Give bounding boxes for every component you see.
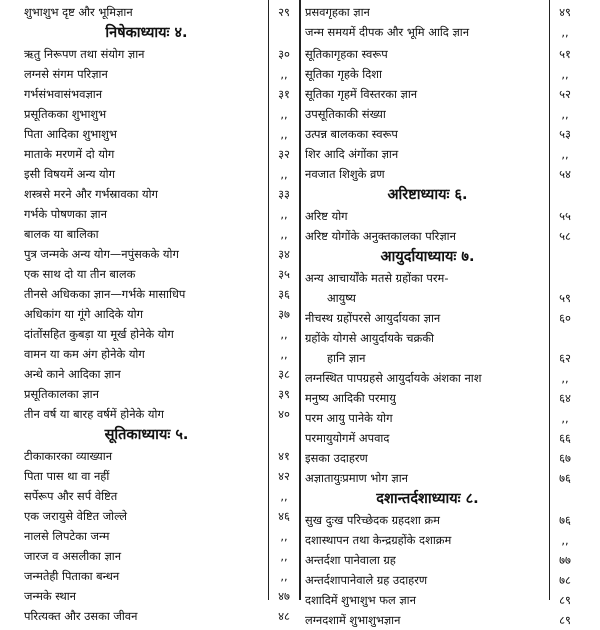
entry-page-number: ३६ bbox=[278, 287, 290, 301]
index-entry bbox=[20, 44, 299, 64]
entry-page-number: ४० bbox=[278, 407, 290, 421]
index-entry bbox=[301, 530, 580, 550]
entry-page-number: ,, bbox=[280, 347, 288, 361]
page-number-divider bbox=[268, 0, 270, 600]
index-entry bbox=[301, 550, 580, 570]
entry-page-number: ,, bbox=[280, 107, 288, 121]
entry-page-number: २९ bbox=[278, 5, 290, 19]
entry-title: एक साथ दो या तीन बालक bbox=[24, 267, 136, 281]
index-entry bbox=[301, 124, 580, 144]
entry-page-number: ,, bbox=[561, 371, 569, 385]
index-entry bbox=[301, 2, 580, 22]
entry-title: तीन वर्ष या बारह वर्षमें होनेके योग bbox=[24, 407, 164, 421]
entry-title: उत्पन्न बालकका स्वरूप bbox=[305, 127, 398, 141]
index-entry bbox=[20, 244, 299, 264]
page-number-divider bbox=[549, 0, 551, 600]
entry-title: दशास्थापन तथा केन्द्रग्रहोंके दशाक्रम bbox=[305, 533, 452, 547]
index-entry bbox=[20, 446, 299, 466]
index-entry bbox=[20, 324, 299, 344]
entry-page-number: ५४ bbox=[559, 167, 571, 181]
index-entry bbox=[301, 206, 580, 226]
index-entry bbox=[20, 606, 299, 626]
entry-title: पिता पास था वा नहीं bbox=[24, 469, 110, 483]
entry-page-number: ७६ bbox=[559, 513, 571, 527]
entry-page-number: ५५ bbox=[559, 209, 571, 223]
entry-title: जारज व असलीका ज्ञान bbox=[24, 549, 122, 563]
section-heading-text: आयुर्दायाध्यायः ७. bbox=[380, 249, 475, 265]
entry-page-number: ७७ bbox=[559, 553, 571, 567]
section-heading bbox=[301, 246, 580, 268]
index-entry bbox=[20, 144, 299, 164]
entry-title: सूतिका गृहमें विस्तरका ज्ञान bbox=[305, 87, 418, 101]
entry-page-number: ५२ bbox=[559, 87, 571, 101]
entry-page-number: ५१ bbox=[559, 47, 571, 61]
index-entry bbox=[301, 328, 580, 348]
entry-page-number: ८९ bbox=[559, 593, 571, 607]
entry-page-number: ३९ bbox=[278, 387, 290, 401]
entry-title: प्रसवगृहका ज्ञान bbox=[305, 5, 370, 19]
index-entry bbox=[20, 506, 299, 526]
index-entry bbox=[20, 526, 299, 546]
entry-title: तीनसे अधिकका ज्ञान—गर्भके मासाधिप bbox=[24, 287, 186, 301]
index-entry bbox=[301, 368, 580, 388]
index-entry bbox=[20, 344, 299, 364]
index-entry bbox=[20, 104, 299, 124]
section-heading-text: दशान्तर्दशाध्यायः ८. bbox=[376, 491, 479, 507]
entry-page-number: ७८ bbox=[559, 573, 571, 587]
index-entry bbox=[20, 184, 299, 204]
section-heading-text: सूतिकाध्यायः ५. bbox=[104, 427, 189, 443]
entry-title: एक जरायुसे वेष्टित जोल्ले bbox=[24, 509, 127, 523]
entry-page-number: ,, bbox=[280, 127, 288, 141]
entry-title: आयुष्य bbox=[327, 291, 356, 305]
section-heading bbox=[301, 184, 580, 206]
index-entry bbox=[301, 448, 580, 468]
entry-page-number: ,, bbox=[280, 227, 288, 241]
entry-title: नीचस्थ ग्रहोंपरसे आयुर्दायका ज्ञान bbox=[305, 311, 441, 325]
section-heading bbox=[301, 488, 580, 510]
entry-title: पिता आदिका शुभाशुभ bbox=[24, 127, 117, 141]
section-heading-text: निषेकाध्यायः ४. bbox=[105, 25, 188, 41]
entry-page-number: ४१ bbox=[278, 449, 290, 463]
entry-title: दांतोंसहित कुबड़ा या मूर्ख होनेके योग bbox=[24, 327, 174, 341]
entry-page-number: ३० bbox=[278, 47, 290, 61]
entry-title: सूतिकागृहका स्वरूप bbox=[305, 47, 388, 61]
entry-page-number: ४६ bbox=[278, 509, 290, 523]
index-entry bbox=[301, 22, 580, 42]
index-entry bbox=[301, 610, 580, 630]
index-entry bbox=[20, 204, 299, 224]
index-entry bbox=[301, 388, 580, 408]
index-entry bbox=[301, 268, 580, 288]
entry-title: वामन या कम अंग होनेके योग bbox=[24, 347, 145, 361]
entry-page-number: ,, bbox=[561, 107, 569, 121]
entry-page-number: ३१ bbox=[278, 87, 290, 101]
entry-page-number: ,, bbox=[280, 489, 288, 503]
entry-page-number: ,, bbox=[280, 549, 288, 563]
entry-title: परित्यक्त और उसका जीवन bbox=[24, 609, 138, 623]
entry-page-number: ८९ bbox=[559, 613, 571, 627]
entry-title: लग्नसे संगम परिज्ञान bbox=[24, 67, 108, 81]
entry-title: नवजात शिशुके व्रण bbox=[305, 167, 385, 181]
index-entry bbox=[301, 510, 580, 530]
index-entry bbox=[20, 124, 299, 144]
entry-title: अरिष्ट योगोंके अनुक्तकालका परिज्ञान bbox=[305, 229, 456, 243]
entry-page-number: ,, bbox=[561, 533, 569, 547]
index-entry bbox=[301, 144, 580, 164]
entry-page-number: ७६ bbox=[559, 471, 571, 485]
index-entry bbox=[20, 84, 299, 104]
entry-title: जन्म समयमें दीपक और भूमि आदि ज्ञान bbox=[305, 25, 470, 39]
entry-title: शस्त्रसे मरने और गर्भस्रावका योग bbox=[24, 187, 158, 201]
index-entry bbox=[301, 408, 580, 428]
entry-page-number: ,, bbox=[280, 67, 288, 81]
entry-page-number: ४२ bbox=[278, 469, 290, 483]
index-entry bbox=[20, 486, 299, 506]
index-entry bbox=[301, 44, 580, 64]
entry-page-number: ३५ bbox=[278, 267, 290, 281]
entry-title: जन्मतेही पिताका बन्धन bbox=[24, 569, 120, 583]
entry-page-number: ३२ bbox=[278, 147, 290, 161]
entry-title: पुत्र जन्मके अन्य योग—नपुंसकके योग bbox=[24, 247, 179, 261]
entry-page-number: ३४ bbox=[278, 247, 290, 261]
entry-title: बालक या बालिका bbox=[24, 227, 99, 241]
entry-page-number: ,, bbox=[561, 25, 569, 39]
entry-title: शिर आदि अंगोंका ज्ञान bbox=[305, 147, 399, 161]
entry-title: लग्नदशामें शुभाशुभज्ञान bbox=[305, 613, 401, 627]
index-entry bbox=[20, 404, 299, 424]
entry-page-number: ,, bbox=[280, 207, 288, 221]
index-entry bbox=[20, 2, 299, 22]
entry-title: अन्तर्दशापानेवाले ग्रह उदाहरण bbox=[305, 573, 428, 587]
index-entry bbox=[301, 164, 580, 184]
entry-page-number: ,, bbox=[280, 529, 288, 543]
entry-page-number: ,, bbox=[280, 569, 288, 583]
entry-title: माताके मरणमें दो योग bbox=[24, 147, 115, 161]
entry-page-number: ,, bbox=[561, 67, 569, 81]
entry-page-number: ६७ bbox=[559, 451, 571, 465]
index-entry bbox=[20, 586, 299, 606]
entry-page-number: ४८ bbox=[278, 609, 290, 623]
section-heading-text: अरिष्टाध्यायः ६. bbox=[387, 187, 468, 203]
entry-title: नालसे लिपटेका जन्म bbox=[24, 529, 110, 543]
index-entry bbox=[301, 288, 580, 308]
entry-page-number: ४७ bbox=[278, 589, 290, 603]
entry-page-number: ६२ bbox=[559, 351, 571, 365]
index-entry bbox=[20, 304, 299, 324]
index-entry bbox=[20, 466, 299, 486]
index-entry bbox=[20, 264, 299, 284]
entry-title: सूतिका गृहके दिशा bbox=[305, 67, 382, 81]
index-entry bbox=[20, 224, 299, 244]
index-entry bbox=[301, 308, 580, 328]
entry-title: गर्भसंभवासंभवज्ञान bbox=[24, 87, 103, 101]
entry-page-number: ४९ bbox=[559, 5, 571, 19]
entry-title: अधिकांग या गूंगे आदिके योग bbox=[24, 307, 143, 321]
index-entry bbox=[301, 84, 580, 104]
index-entry bbox=[20, 546, 299, 566]
entry-title: अन्तर्दशा पानेवाला ग्रह bbox=[305, 553, 396, 567]
entry-title: ग्रहोंके योगसे आयुर्दायके चक्रकी bbox=[305, 331, 434, 345]
entry-page-number: ,, bbox=[280, 167, 288, 181]
entry-title: गर्भके पोषणका ज्ञान bbox=[24, 207, 107, 221]
entry-title: प्रसूतिकालका ज्ञान bbox=[24, 387, 99, 401]
entry-page-number: ६० bbox=[559, 311, 571, 325]
entry-page-number: ,, bbox=[561, 147, 569, 161]
section-heading bbox=[20, 22, 299, 44]
index-entry bbox=[301, 348, 580, 368]
index-entry bbox=[20, 284, 299, 304]
entry-title: लग्नस्थित पापग्रहसे आयुर्दायके अंशका नाश bbox=[305, 371, 482, 385]
entry-page-number: ६४ bbox=[559, 391, 571, 405]
entry-page-number: ३७ bbox=[278, 307, 290, 321]
entry-title: सुख दुःख परिच्छेदक ग्रहदशा क्रम bbox=[305, 513, 440, 527]
entry-title: इसका उदाहरण bbox=[305, 451, 368, 465]
entry-page-number: ,, bbox=[561, 411, 569, 425]
index-entry bbox=[301, 104, 580, 124]
entry-title: सर्पेरूप और सर्प वेष्टित bbox=[24, 489, 118, 503]
entry-title: प्रसूतिकका शुभाशुभ bbox=[24, 107, 107, 121]
index-entry bbox=[20, 64, 299, 84]
entry-title: परमायुयोगमें अपवाद bbox=[305, 431, 390, 445]
entry-page-number: ,, bbox=[280, 327, 288, 341]
entry-title: दशादिमें शुभाशुभ फल ज्ञान bbox=[305, 593, 416, 607]
entry-title: अन्य आचार्योंके मतसे ग्रहोंका परम- bbox=[305, 271, 449, 285]
index-entry bbox=[20, 384, 299, 404]
entry-title: अन्धे काने आदिका ज्ञान bbox=[24, 367, 121, 381]
entry-title: मनुष्य आदिकी परमायु bbox=[305, 391, 396, 405]
index-entry bbox=[301, 570, 580, 590]
entry-page-number: ६६ bbox=[559, 431, 571, 445]
entry-title: टीकाकारका व्याख्यान bbox=[24, 449, 113, 463]
entry-title: हानि ज्ञान bbox=[327, 351, 366, 365]
entry-title: जन्मके स्थान bbox=[24, 589, 77, 603]
entry-page-number: ५८ bbox=[559, 229, 571, 243]
index-entry bbox=[301, 64, 580, 84]
entry-title: इसी विषयमें अन्य योग bbox=[24, 167, 116, 181]
index-entry bbox=[301, 590, 580, 610]
entry-page-number: ३३ bbox=[278, 187, 290, 201]
index-entry bbox=[301, 468, 580, 488]
entry-title: अज्ञातायुःप्रमाण भोग ज्ञान bbox=[305, 471, 408, 485]
section-heading bbox=[20, 424, 299, 446]
entry-title: ऋतु निरूपण तथा संयोग ज्ञान bbox=[24, 47, 145, 61]
entry-page-number: ५९ bbox=[559, 291, 571, 305]
entry-title: अरिष्ट योग bbox=[305, 209, 348, 223]
index-entry bbox=[20, 164, 299, 184]
entry-page-number: ३८ bbox=[278, 367, 290, 381]
entry-page-number: ५३ bbox=[559, 127, 571, 141]
index-entry bbox=[20, 566, 299, 586]
index-entry bbox=[301, 226, 580, 246]
entry-title: उपसूतिकाकी संख्या bbox=[305, 107, 386, 121]
index-entry bbox=[20, 364, 299, 384]
index-entry bbox=[301, 428, 580, 448]
entry-title: शुभाशुभ दृष्ट और भूमिज्ञान bbox=[24, 5, 133, 19]
entry-title: परम आयु पानेके योग bbox=[305, 411, 393, 425]
